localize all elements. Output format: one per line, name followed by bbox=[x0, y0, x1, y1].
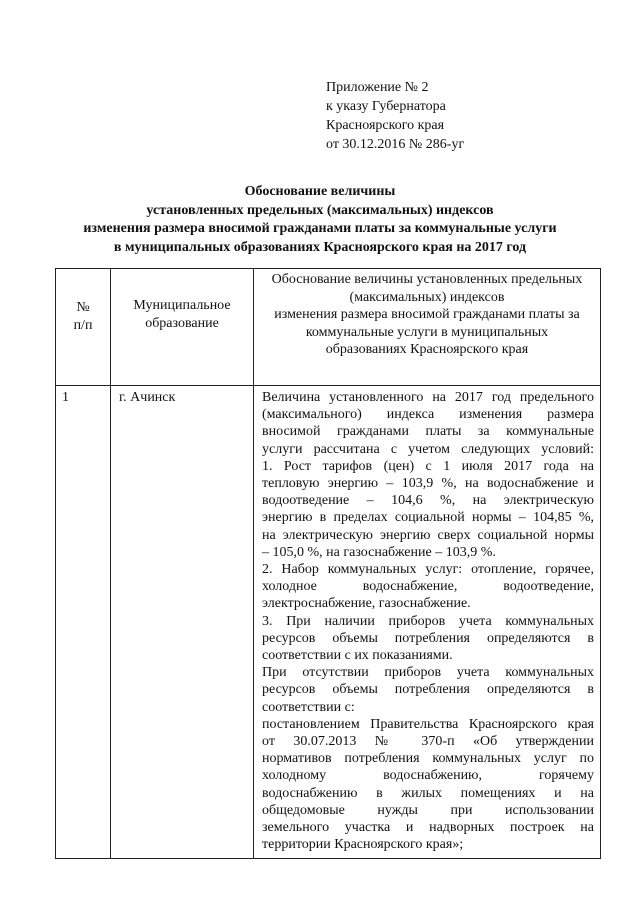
justification-line: Величина установленного на 2017 год предельного bbox=[262, 390, 594, 405]
title-line: изменения размера вносимой гражданами платы за коммунальные услуги bbox=[83, 221, 557, 236]
justification-line: соответствии с их показаниями. bbox=[262, 648, 453, 664]
row-number: 1 bbox=[56, 386, 111, 859]
justification-line: ресурсов объемы потребления определяются в bbox=[262, 630, 594, 646]
title-line: в муниципальных образованиях Красноярского края на 2017 год bbox=[113, 239, 527, 255]
justification-line: общедомовые нужды при использовании bbox=[262, 802, 594, 818]
justification-line: территории Красноярского края»; bbox=[262, 837, 464, 853]
justification-line: земельного участка и надворных построек на bbox=[262, 820, 594, 836]
header-municipality: Муниципальное образование bbox=[111, 269, 254, 386]
title-line: установленных предельных (максимальных) индексов bbox=[146, 202, 494, 218]
justification-line: электроснабжение, газоснабжение. bbox=[262, 596, 471, 612]
justification-line: ресурсов объемы потребления определяются в bbox=[262, 682, 594, 698]
row-justification-text bbox=[254, 386, 601, 859]
justification-line: 3. При наличии приборов учета коммунальных bbox=[262, 613, 594, 629]
header-description: Обоснование величины установленных предельных (максимальных) индексов изменения размера вносимой гражданами платы за коммунальные услуги в муниципальных образованиях Красноярского края bbox=[254, 269, 601, 386]
justification-line: При отсутствии приборов учета коммунальных bbox=[262, 665, 594, 681]
justification-line: холодному водоснабжению, горячему bbox=[262, 768, 594, 784]
justification-line: 1. Рост тарифов (цен) с 1 июля 2017 года на bbox=[262, 458, 594, 474]
justification-line: вносимой гражданами платы за коммунальные bbox=[262, 424, 594, 440]
table-row bbox=[56, 386, 601, 859]
annex-line: Красноярского края bbox=[326, 118, 445, 133]
justification-line: – 105,0 %, на газоснабжение – 103,9 %. bbox=[262, 544, 496, 560]
justification-line: от 30.07.2013 № 370-п «Об утверждении bbox=[262, 734, 594, 750]
justification-line: на электрическую энергию сверх социальной нормы bbox=[262, 527, 594, 543]
justification-line: тепловую энергию – 103,9 %, на водоснабжение и bbox=[262, 476, 594, 492]
justification-line: (максимального) индекса изменения размера bbox=[262, 407, 594, 423]
row-municipality: г. Ачинск bbox=[111, 386, 254, 859]
justification-line: водоотведение – 104,6 %, на электрическую bbox=[262, 493, 594, 509]
annex-block bbox=[326, 78, 464, 154]
justification-line: постановлением Правительства Красноярского края bbox=[262, 716, 594, 732]
document-title bbox=[40, 183, 600, 257]
justification-line: услуги рассчитана с учетом следующих условий: bbox=[262, 441, 594, 457]
justification-line: водоснабжению в жилых помещениях и на bbox=[262, 785, 594, 801]
table-header-row bbox=[56, 269, 601, 386]
justification-table bbox=[55, 268, 601, 859]
title-line: Обоснование величины bbox=[244, 184, 396, 199]
justification-line: соответствии с: bbox=[262, 699, 355, 715]
header-number: № п/п bbox=[56, 269, 111, 386]
justification-line: нормативов потребления коммунальных услуг по bbox=[262, 751, 594, 767]
annex-line: от 30.12.2016 № 286-уг bbox=[326, 137, 465, 152]
justification-line: холодное водоснабжение, водоотведение, bbox=[262, 579, 594, 595]
annex-line: к указу Губернатора bbox=[326, 99, 446, 114]
justification-line: энергию в пределах социальной нормы – 104,85 %, bbox=[262, 510, 594, 526]
annex-line: Приложение № 2 bbox=[326, 80, 429, 95]
justification-line: 2. Набор коммунальных услуг: отопление, горячее, bbox=[262, 562, 594, 578]
